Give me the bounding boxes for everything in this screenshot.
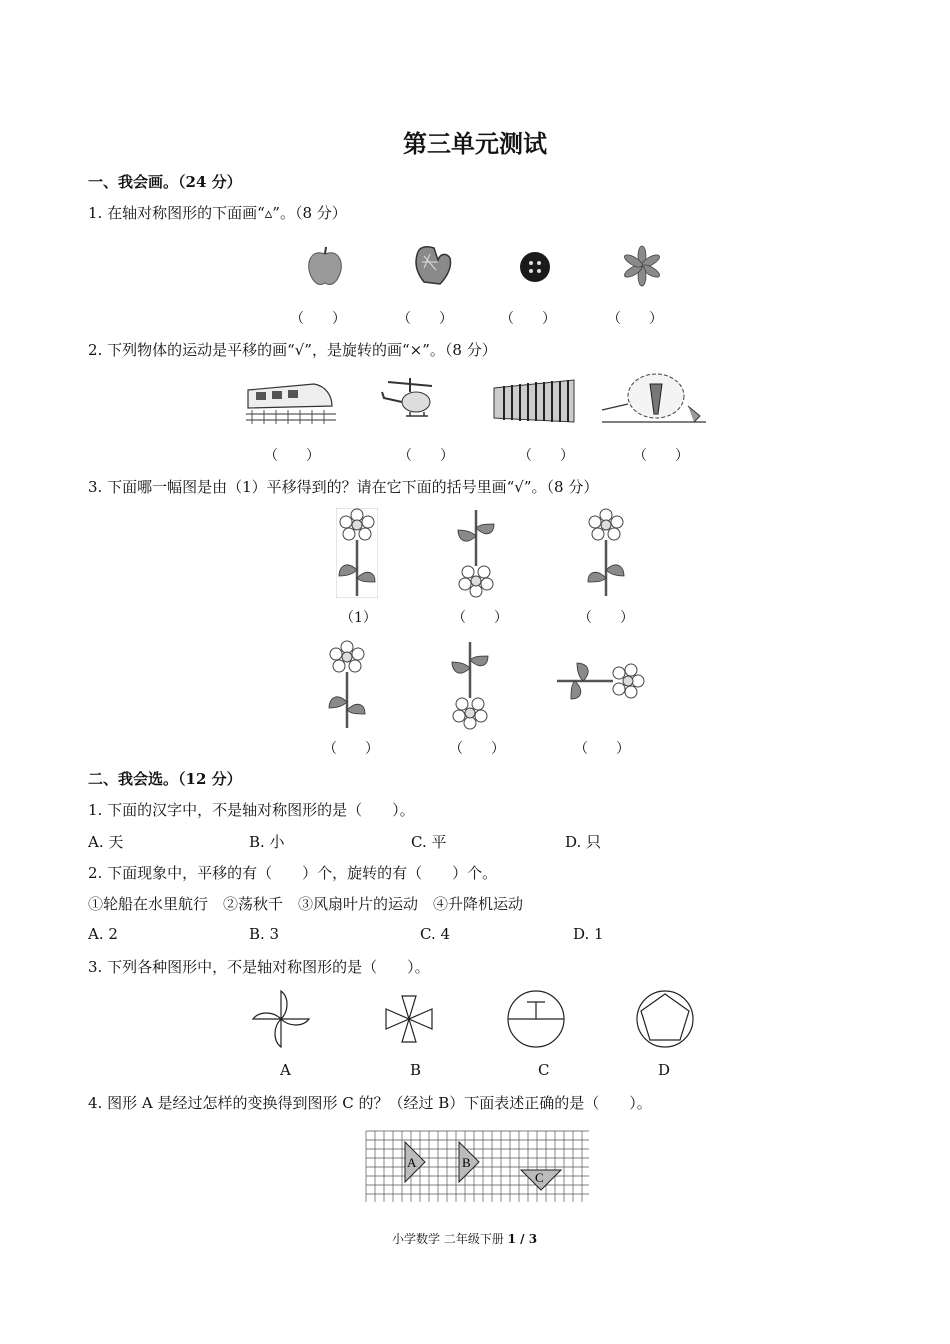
s1-q2-blank[interactable]: （ ） [264, 448, 320, 464]
button-icon [518, 250, 552, 284]
s2-q2-items: ①轮船在水里航行 ②荡秋千 ③风扇叶片的运动 ④升降机运动 [88, 895, 524, 913]
s2-q4-text: 4. 图形 A 是经过怎样的变换得到图形 C 的？（经过 B）下面表述正确的是（ ）。 [88, 1094, 652, 1112]
circle-pentagon-shape [634, 988, 696, 1050]
s1-q3-text: 3. 下面哪一幅图是由（1）平移得到的？请在它下面的括号里画“√”。（8 分） [88, 478, 599, 496]
s2-q3-text: 3. 下列各种图形中，不是轴对称图形的是（ ）。 [88, 958, 430, 976]
s1-q1-blank[interactable]: （ ） [500, 311, 556, 327]
s1-q1-text: 1. 在轴对称图形的下面画“▵”。（8 分） [88, 204, 347, 222]
grid-label-b: B [462, 1155, 471, 1170]
s1-q2-text: 2. 下列物体的运动是平移的画“√”，是旋转的画“×”。（8 分） [88, 341, 497, 359]
flower-figure-rotated [555, 660, 645, 704]
s2-q1-option-b[interactable]: B. 小 [249, 833, 285, 851]
s2-q3-label-c[interactable]: C [538, 1061, 550, 1079]
sliding-door-icon [490, 374, 578, 428]
s2-q2-option-c[interactable]: C. 4 [420, 925, 451, 943]
s2-q1-text: 1. 下面的汉字中，不是轴对称图形的是（ ）。 [88, 801, 415, 819]
s2-q3-label-b[interactable]: B [410, 1061, 422, 1079]
flower-icon [620, 244, 664, 288]
section-1-heading: 一、我会画。（24 分） [88, 173, 242, 191]
pinwheel-shape [250, 988, 312, 1050]
s1-q1-blank[interactable]: （ ） [607, 311, 663, 327]
spinning-top-icon [600, 370, 708, 430]
train-icon [244, 372, 338, 428]
s2-q3-label-a[interactable]: A [280, 1061, 291, 1079]
apple-icon [303, 244, 347, 288]
page-number: 1 / 3 [507, 1232, 538, 1246]
s1-q2-blank[interactable]: （ ） [633, 448, 689, 464]
s1-q1-blank[interactable]: （ ） [397, 311, 453, 327]
s2-q1-option-c[interactable]: C. 平 [411, 833, 447, 851]
section-2-heading: 二、我会选。（12 分） [88, 770, 242, 788]
transform-grid [365, 1130, 591, 1204]
grid-label-a: A [407, 1155, 417, 1170]
s1-q3-blank[interactable]: （ ） [574, 741, 630, 757]
flower-figure-flipped [455, 508, 497, 598]
s2-q3-label-d[interactable]: D [658, 1061, 671, 1079]
page-title: 第三单元测试 [403, 129, 547, 158]
flower-figure-upside-down [449, 640, 491, 730]
page-footer [392, 1230, 537, 1247]
bowtie-shape [382, 992, 436, 1046]
s2-q2-option-b[interactable]: B. 3 [249, 925, 280, 943]
s1-q3-label: （1） [340, 610, 377, 626]
footer-text: 小学数学 二年级下册 [392, 1232, 508, 1246]
s1-q3-blank[interactable]: （ ） [452, 610, 508, 626]
flower-figure-mirrored [585, 508, 627, 598]
mitten-icon [410, 244, 456, 288]
s1-q3-blank[interactable]: （ ） [323, 741, 379, 757]
s2-q2-text: 2. 下面现象中，平移的有（ ）个，旋转的有（ ）个。 [88, 864, 498, 882]
s2-q1-option-a[interactable]: A. 天 [88, 833, 124, 851]
s1-q1-blank[interactable]: （ ） [290, 311, 346, 327]
s1-q2-blank[interactable]: （ ） [398, 448, 454, 464]
flower-figure-original [336, 508, 378, 598]
s1-q2-blank[interactable]: （ ） [518, 448, 574, 464]
grid-label-c: C [535, 1170, 544, 1185]
s2-q1-option-d[interactable]: D. 只 [565, 833, 602, 851]
s2-q2-option-a[interactable]: A. 2 [88, 925, 118, 943]
circle-t-shape [505, 988, 567, 1050]
s2-q2-option-d[interactable]: D. 1 [573, 925, 604, 943]
helicopter-icon [378, 374, 442, 430]
s1-q3-blank[interactable]: （ ） [578, 610, 634, 626]
flower-figure-translated [326, 640, 368, 730]
s1-q3-blank[interactable]: （ ） [449, 741, 505, 757]
